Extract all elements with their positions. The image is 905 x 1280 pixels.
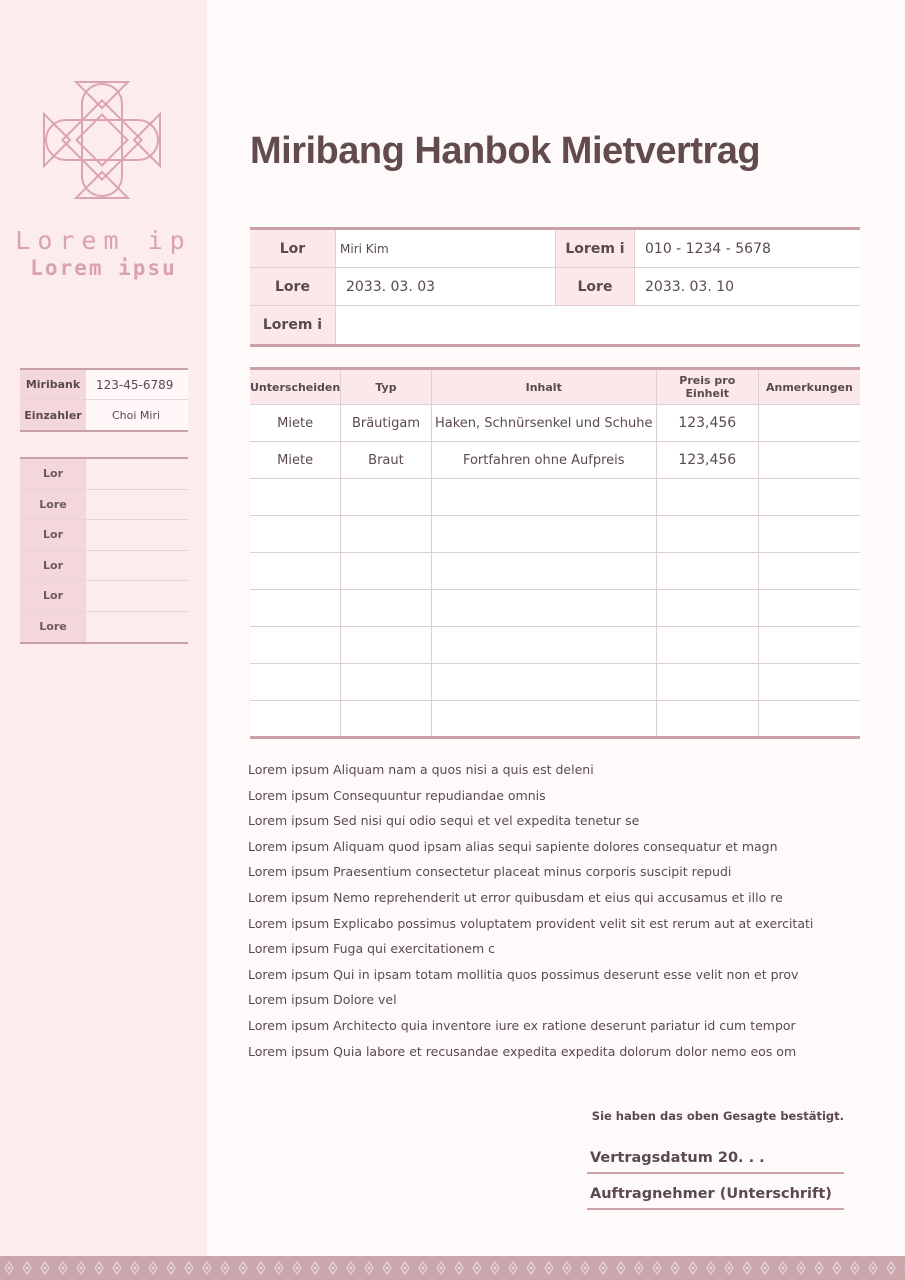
table-cell[interactable]	[431, 664, 656, 701]
info-label: Lore	[250, 268, 336, 305]
table-cell[interactable]	[431, 479, 656, 516]
bank-row	[20, 400, 188, 430]
side-field-label: Lore	[20, 612, 86, 643]
table-cell[interactable]	[431, 590, 656, 627]
table-row	[250, 479, 860, 516]
customer-info-table	[250, 227, 860, 347]
info-empty-field[interactable]	[336, 306, 860, 344]
table-cell[interactable]	[656, 553, 758, 590]
table-cell[interactable]	[431, 701, 656, 738]
terms-list	[248, 761, 860, 1068]
side-field-label: Lor	[20, 581, 86, 611]
table-cell[interactable]: 123,456	[656, 405, 758, 442]
logo-text-line2: Lorem ipsu	[30, 256, 177, 280]
table-cell[interactable]	[656, 627, 758, 664]
terms-line: Lorem ipsum Explicabo possimus voluptatem provident velit sit est rerum aut at exercitati	[248, 915, 814, 931]
contract-date-field[interactable]: Vertragsdatum 20. . .	[587, 1144, 844, 1174]
side-field-row	[20, 520, 188, 551]
table-cell[interactable]	[341, 479, 432, 516]
table-cell[interactable]	[656, 479, 758, 516]
column-header: Unterscheiden	[250, 369, 341, 405]
terms-line: Lorem ipsum Architecto quia inventore iure ex ratione deserunt pariatur id cum tempor	[248, 1017, 796, 1033]
table-cell[interactable]	[341, 664, 432, 701]
table-cell[interactable]: Miete	[250, 405, 341, 442]
side-field-value[interactable]	[86, 612, 188, 643]
table-cell[interactable]: Fortfahren ohne Aufpreis	[431, 442, 656, 479]
table-cell[interactable]	[341, 701, 432, 738]
table-cell[interactable]	[341, 553, 432, 590]
table-cell[interactable]	[758, 553, 860, 590]
table-cell[interactable]	[656, 590, 758, 627]
table-cell[interactable]	[250, 664, 341, 701]
table-row	[250, 442, 860, 479]
table-cell[interactable]	[758, 590, 860, 627]
side-field-row	[20, 490, 188, 521]
table-row	[250, 553, 860, 590]
info-label: Lore	[555, 268, 635, 305]
logo-text-line1: Lorem ip	[15, 226, 192, 255]
bank-info	[20, 368, 188, 432]
table-cell[interactable]	[341, 590, 432, 627]
table-row	[250, 664, 860, 701]
table-cell[interactable]: Miete	[250, 442, 341, 479]
table-cell[interactable]	[758, 516, 860, 553]
side-field-row	[20, 459, 188, 490]
rental-items-table	[250, 367, 860, 739]
table-cell[interactable]	[758, 405, 860, 442]
table-row	[250, 590, 860, 627]
table-row	[250, 701, 860, 738]
table-cell[interactable]: Haken, Schnürsenkel und Schuhe	[431, 405, 656, 442]
side-field-row	[20, 612, 188, 643]
knot-logo-icon	[30, 68, 174, 212]
table-cell[interactable]	[656, 664, 758, 701]
side-field-label: Lore	[20, 490, 86, 520]
table-cell[interactable]	[250, 553, 341, 590]
info-label: Lorem i	[555, 230, 635, 267]
table-cell[interactable]	[656, 701, 758, 738]
table-cell[interactable]	[250, 590, 341, 627]
sidebar	[0, 0, 207, 1256]
side-field-row	[20, 551, 188, 582]
terms-line: Lorem ipsum Consequuntur repudiandae omnis	[248, 787, 546, 803]
table-cell[interactable]	[758, 442, 860, 479]
info-label: Lorem i	[250, 306, 336, 344]
phone-field[interactable]: 010 - 1234 - 5678	[635, 230, 860, 267]
side-field-value[interactable]	[86, 551, 188, 581]
table-row	[250, 516, 860, 553]
table-row	[250, 627, 860, 664]
column-header: Anmerkungen	[758, 369, 860, 405]
terms-line: Lorem ipsum Qui in ipsam totam mollitia quos possimus deserunt esse velit non et prov	[248, 966, 799, 982]
side-field-value[interactable]	[86, 581, 188, 611]
terms-line: Lorem ipsum Quia labore et recusandae expedita expedita dolorum dolor nemo eos om	[248, 1043, 797, 1059]
side-field-value[interactable]	[86, 459, 188, 489]
end-date-field[interactable]: 2033. 03. 10	[635, 268, 860, 305]
side-field-label: Lor	[20, 551, 86, 581]
terms-line: Lorem ipsum Aliquam quod ipsam alias sequi sapiente dolores consequatur et magn	[248, 838, 778, 854]
info-row	[250, 230, 860, 268]
table-cell[interactable]	[341, 516, 432, 553]
table-cell[interactable]: Bräutigam	[341, 405, 432, 442]
table-cell[interactable]	[431, 516, 656, 553]
footer-pattern-band	[0, 1256, 905, 1280]
table-cell[interactable]	[250, 516, 341, 553]
terms-line: Lorem ipsum Dolore vel	[248, 992, 397, 1008]
info-row	[250, 306, 860, 344]
side-field-label: Lor	[20, 459, 86, 489]
side-field-list	[20, 457, 188, 644]
table-cell[interactable]	[758, 701, 860, 738]
payer-name: Choi Miri	[86, 400, 188, 430]
confirmation-text: Sie haben das oben Gesagte bestätigt.	[591, 1109, 844, 1123]
terms-line: Lorem ipsum Fuga qui exercitationem c	[248, 941, 495, 957]
table-cell[interactable]: Braut	[341, 442, 432, 479]
terms-line: Lorem ipsum Nemo reprehenderit ut error quibusdam et eius qui accusamus et illo re	[248, 889, 783, 905]
side-field-value[interactable]	[86, 520, 188, 550]
terms-line: Lorem ipsum Sed nisi qui odio sequi et vel expedita tenetur se	[248, 813, 640, 829]
table-cell[interactable]	[250, 701, 341, 738]
table-cell[interactable]: 123,456	[656, 442, 758, 479]
side-field-label: Lor	[20, 520, 86, 550]
table-cell[interactable]	[656, 516, 758, 553]
table-row	[250, 405, 860, 442]
start-date-field[interactable]: 2033. 03. 03	[336, 268, 555, 305]
customer-name-field[interactable]: Miri Kim	[336, 230, 555, 267]
column-header: Inhalt	[431, 369, 656, 405]
info-label: Lor	[250, 230, 336, 267]
side-field-value[interactable]	[86, 490, 188, 520]
page-title: Miribang Hanbok Mietvertrag	[250, 130, 761, 172]
table-cell[interactable]	[250, 479, 341, 516]
bank-label: Miribank	[20, 370, 86, 399]
bank-row	[20, 370, 188, 400]
table-cell[interactable]	[758, 479, 860, 516]
table-cell[interactable]	[250, 627, 341, 664]
ornament-pattern-icon	[0, 1256, 905, 1280]
column-header: Typ	[341, 369, 432, 405]
table-cell[interactable]	[341, 627, 432, 664]
payer-label: Einzahler	[20, 400, 86, 430]
table-cell[interactable]	[431, 627, 656, 664]
table-cell[interactable]	[431, 553, 656, 590]
side-field-row	[20, 581, 188, 612]
contractor-signature-field[interactable]: Auftragnehmer (Unterschrift)	[587, 1180, 844, 1210]
bank-account-number: 123-45-6789	[86, 370, 188, 399]
terms-line: Lorem ipsum Praesentium consectetur placeat minus corporis suscipit repudi	[248, 864, 732, 880]
table-cell[interactable]	[758, 664, 860, 701]
column-header: Preis pro Einheit	[656, 369, 758, 405]
info-row	[250, 268, 860, 306]
table-header-row	[250, 369, 860, 405]
table-cell[interactable]	[758, 627, 860, 664]
terms-line: Lorem ipsum Aliquam nam a quos nisi a quis est deleni	[248, 762, 594, 777]
